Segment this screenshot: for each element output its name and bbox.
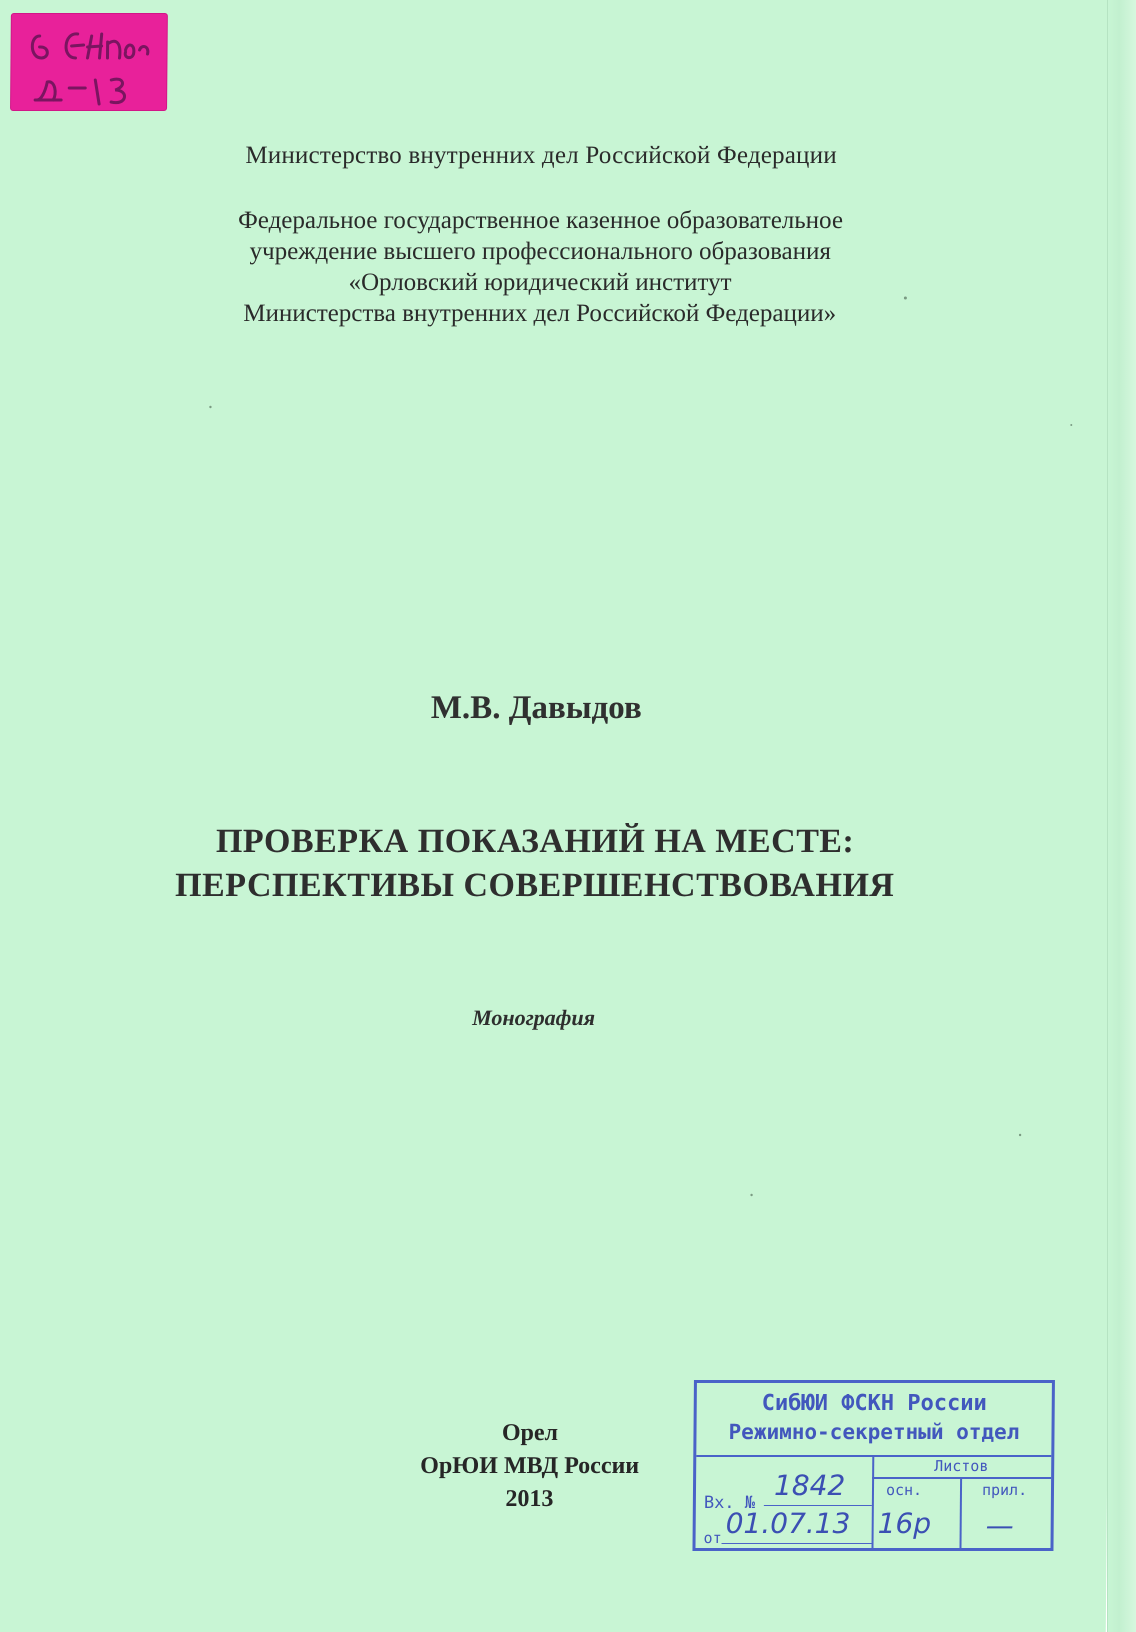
- ministry-name: Министерство внутренних дел Российской Федерации: [245, 142, 837, 169]
- stamp-main-label: осн.: [885, 1481, 923, 1499]
- stamp-organization: СибЮИ ФСКН России: [761, 1391, 987, 1416]
- title-line: ПРОВЕРКА ПОКАЗАНИЙ НА МЕСТЕ:: [215, 823, 855, 860]
- institution-line: «Орловский юридический институт: [348, 269, 732, 296]
- imprint-publisher: ОрЮИ МВД России: [420, 1453, 640, 1479]
- institution-line: Федеральное государственное казенное образовательное: [238, 207, 844, 234]
- institution-line: Министерства внутренних дел Российской Федерации»: [243, 300, 837, 327]
- author-name: М.В. Давыдов: [430, 690, 642, 726]
- stamp-main-sheets: 16р: [877, 1507, 932, 1540]
- title-line: ПЕРСПЕКТИВЫ СОВЕРШЕНСТВОВАНИЯ: [174, 867, 895, 904]
- imprint-year: 2013: [505, 1486, 554, 1512]
- institution-line: учреждение высшего профессионального образования: [249, 238, 832, 265]
- stamp-incoming-label: Вх. №: [703, 1493, 756, 1513]
- imprint-city: Орел: [501, 1420, 559, 1446]
- stamp-date-label: от: [703, 1529, 722, 1547]
- stamp-incoming-number: 1842: [773, 1469, 846, 1502]
- stamp-date-value: 01.07.13: [725, 1507, 851, 1540]
- stamp-appendix-sheets: —: [985, 1509, 1014, 1542]
- stamp-sheets-label: Листов: [934, 1457, 989, 1475]
- stamp-appendix-label: прил.: [981, 1481, 1028, 1499]
- stamp-department: Режимно-секретный отдел: [728, 1420, 1020, 1444]
- genre-label: Монография: [472, 1005, 596, 1030]
- page-edge: [1107, 0, 1136, 1632]
